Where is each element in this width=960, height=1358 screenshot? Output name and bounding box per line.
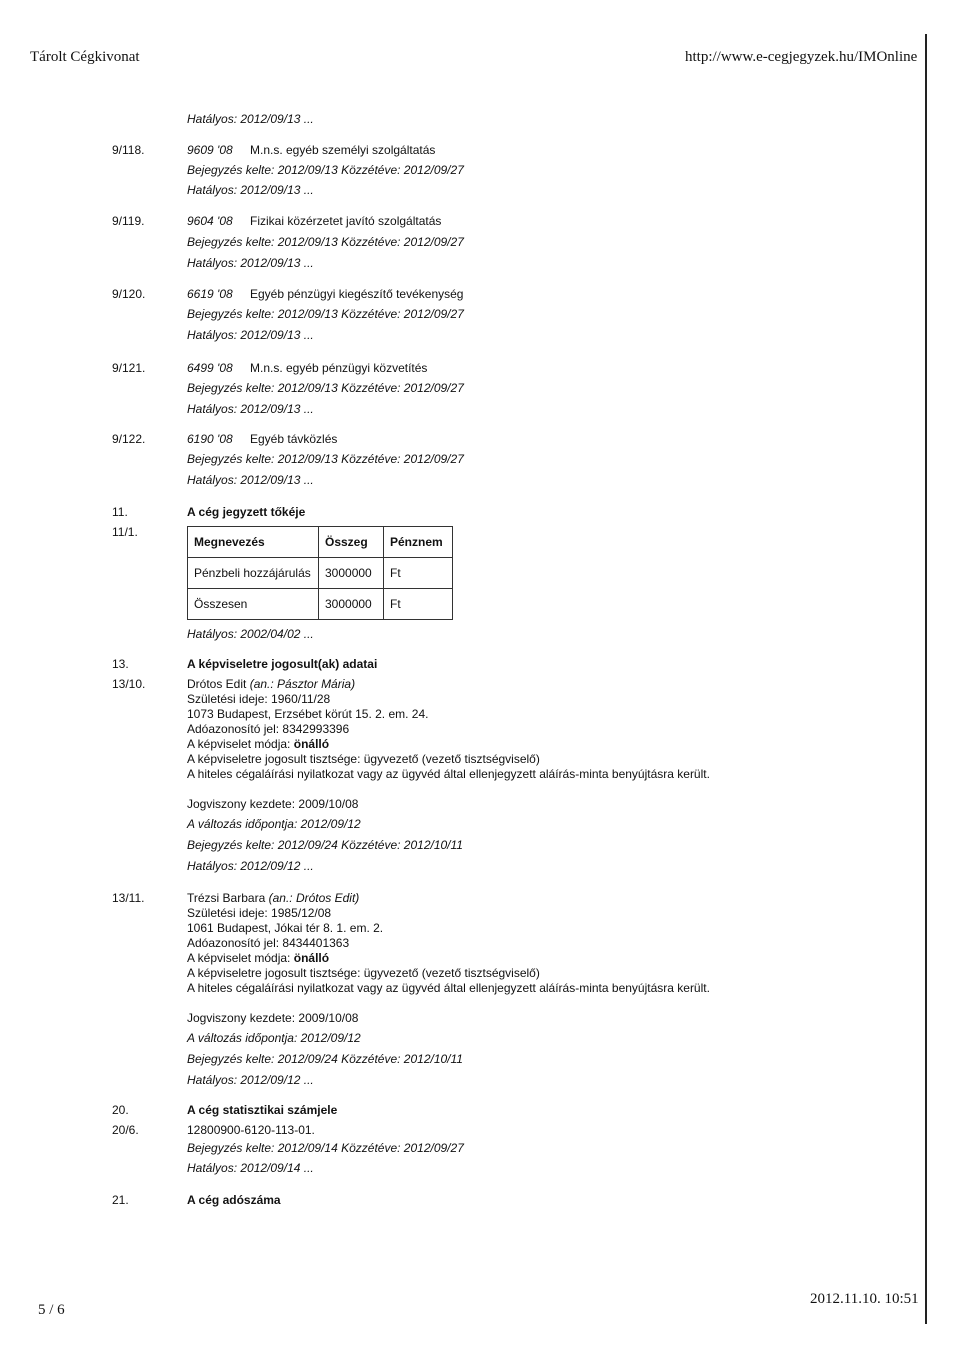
section-number: 21. <box>112 1193 129 1207</box>
table-cell: 3000000 <box>319 589 384 620</box>
document-title: Tárolt Cégkivonat <box>30 49 140 65</box>
valid-date: Hatályos: 2012/09/13 ... <box>187 402 314 416</box>
table-cell: Pénzbeli hozzájárulás <box>188 558 319 589</box>
entry-number: 9/122. <box>112 432 146 446</box>
entry-date: Bejegyzés kelte: 2012/09/24 Közzétéve: 2012/10/11 <box>187 838 463 852</box>
subsection-number: 20/6. <box>112 1123 139 1137</box>
entry-number: 9/120. <box>112 287 146 301</box>
activity-label: Egyéb pénzügyi kiegészítő tevékenység <box>250 287 464 301</box>
tax-id: Adóazonosító jel: 8434401363 <box>187 936 350 950</box>
table-header-row <box>188 527 453 558</box>
section-title: A cég statisztikai számjele <box>187 1103 338 1117</box>
entry-date: Bejegyzés kelte: 2012/09/13 Közzétéve: 2012/09/27 <box>187 163 464 177</box>
mother-name: (an.: Drótos Edit) <box>268 891 360 905</box>
right-margin-line <box>925 34 927 1324</box>
section-title: A cég jegyzett tőkéje <box>187 505 306 519</box>
change-date: A változás időpontja: 2012/09/12 <box>187 817 361 831</box>
signature-statement: A hiteles cégaláírási nyilatkozat vagy az ügyvéd által ellenjegyzett aláírás-minta benyújtásra került. <box>187 767 710 781</box>
table-cell: Ft <box>384 589 453 620</box>
mother-name: (an.: Pásztor Mária) <box>249 677 356 691</box>
column-header: Pénznem <box>384 527 453 558</box>
person-name-line <box>187 677 355 691</box>
representation-mode: A képviselet módja: önálló <box>187 737 330 751</box>
activity-label: Egyéb távközlés <box>250 432 338 446</box>
page-number: 5 / 6 <box>38 1302 65 1318</box>
entry-number: 13/11. <box>112 891 145 905</box>
signature-statement: A hiteles cégaláírási nyilatkozat vagy az ügyvéd által ellenjegyzett aláírás-minta benyújtásra került. <box>187 981 710 995</box>
valid-date: Hatályos: 2012/09/14 ... <box>187 1161 314 1175</box>
section-number: 20. <box>112 1103 129 1117</box>
relation-start: Jogviszony kezdete: 2009/10/08 <box>187 797 359 811</box>
relation-start: Jogviszony kezdete: 2009/10/08 <box>187 1011 359 1025</box>
section-number: 11. <box>112 505 128 519</box>
table-row <box>188 558 453 589</box>
statistics-number: 12800900-6120-113-01. <box>187 1123 315 1137</box>
valid-date: Hatályos: 2012/09/13 ... <box>187 183 314 197</box>
valid-date: Hatályos: 2002/04/02 ... <box>187 627 314 641</box>
table-cell: Ft <box>384 558 453 589</box>
valid-date: Hatályos: 2012/09/13 ... <box>187 256 314 270</box>
entry-date: Bejegyzés kelte: 2012/09/13 Közzétéve: 2012/09/27 <box>187 452 464 466</box>
valid-line: Hatályos: 2012/09/13 ... <box>187 112 314 126</box>
person-name-line <box>187 891 359 905</box>
table-row <box>188 589 453 620</box>
capital-table <box>187 526 453 620</box>
entry-date: Bejegyzés kelte: 2012/09/13 Közzétéve: 2012/09/27 <box>187 307 464 321</box>
teaor-code: 6619 '08 <box>187 287 233 301</box>
table-cell: Összesen <box>188 589 319 620</box>
section-number: 13. <box>112 657 129 671</box>
representative-role: A képviseletre jogosult tisztsége: ügyvezető (vezető tisztségviselő) <box>187 966 540 980</box>
entry-date: Bejegyzés kelte: 2012/09/13 Közzétéve: 2012/09/27 <box>187 235 464 249</box>
subsection-number: 11/1. <box>112 525 138 539</box>
representation-mode: A képviselet módja: önálló <box>187 951 330 965</box>
change-date: A változás időpontja: 2012/09/12 <box>187 1031 361 1045</box>
valid-date: Hatályos: 2012/09/12 ... <box>187 859 314 873</box>
section-title: A képviseletre jogosult(ak) adatai <box>187 657 378 671</box>
entry-date: Bejegyzés kelte: 2012/09/14 Közzétéve: 2012/09/27 <box>187 1141 464 1155</box>
person-name: Trézsi Barbara <box>187 891 266 905</box>
column-header: Megnevezés <box>188 527 319 558</box>
entry-date: Bejegyzés kelte: 2012/09/24 Közzétéve: 2012/10/11 <box>187 1052 463 1066</box>
source-url[interactable]: http://www.e-cegjegyzek.hu/IMOnline <box>685 49 918 65</box>
person-name: Drótos Edit <box>187 677 247 691</box>
birth-date: Születési ideje: 1960/11/28 <box>187 692 331 706</box>
valid-date: Hatályos: 2012/09/12 ... <box>187 1073 314 1087</box>
representative-role: A képviseletre jogosult tisztsége: ügyvezető (vezető tisztségviselő) <box>187 752 540 766</box>
birth-date: Születési ideje: 1985/12/08 <box>187 906 332 920</box>
entry-number: 9/121. <box>112 361 146 375</box>
entry-number: 9/118. <box>112 143 145 157</box>
tax-id: Adóazonosító jel: 8342993396 <box>187 722 350 736</box>
valid-date: Hatályos: 2012/09/13 ... <box>187 328 314 342</box>
entry-number: 13/10. <box>112 677 146 691</box>
column-header: Összeg <box>319 527 384 558</box>
activity-label: M.n.s. egyéb személyi szolgáltatás <box>250 143 436 157</box>
print-datetime: 2012.11.10. 10:51 <box>810 1291 919 1307</box>
activity-label: Fizikai közérzetet javító szolgáltatás <box>250 214 442 228</box>
entry-date: Bejegyzés kelte: 2012/09/13 Közzétéve: 2012/09/27 <box>187 381 464 395</box>
teaor-code: 9604 '08 <box>187 214 233 228</box>
valid-date: Hatályos: 2012/09/13 ... <box>187 473 314 487</box>
table-cell: 3000000 <box>319 558 384 589</box>
teaor-code: 6190 '08 <box>187 432 233 446</box>
entry-number: 9/119. <box>112 214 145 228</box>
activity-label: M.n.s. egyéb pénzügyi közvetítés <box>250 361 428 375</box>
section-title: A cég adószáma <box>187 1193 281 1207</box>
address: 1073 Budapest, Erzsébet körút 15. 2. em. 24. <box>187 707 429 721</box>
teaor-code: 9609 '08 <box>187 143 233 157</box>
address: 1061 Budapest, Jókai tér 8. 1. em. 2. <box>187 921 384 935</box>
teaor-code: 6499 '08 <box>187 361 233 375</box>
